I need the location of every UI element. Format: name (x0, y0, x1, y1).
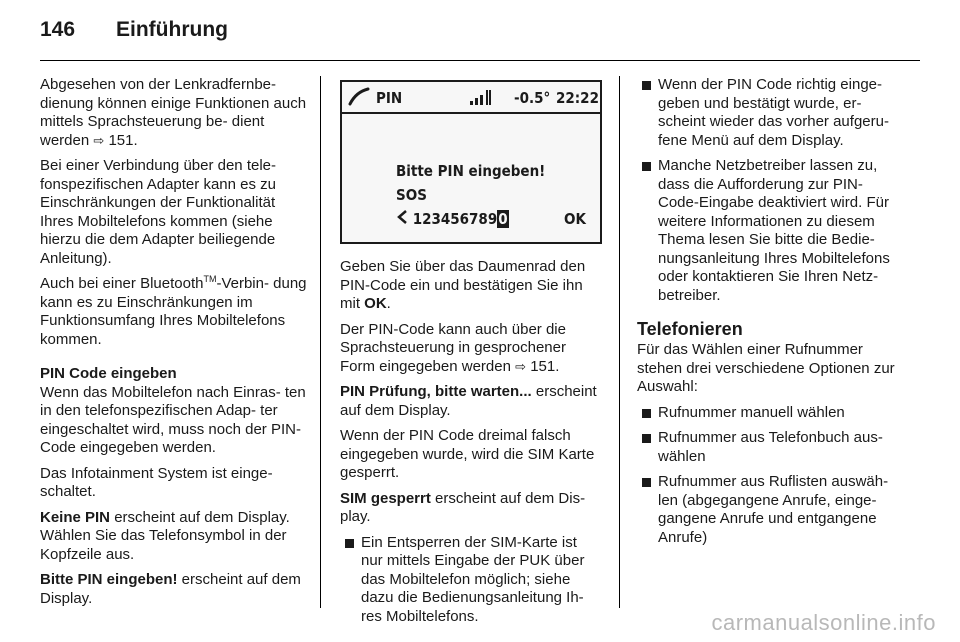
list-item: Ein Entsperren der SIM-Karte ist nur mittels Eingabe der PUK über das Mobiltelefon möglich; siehe dazu die Bedienungsanleitung Ih- res Mobiltelefons. (340, 534, 602, 627)
trademark-mark: TM (203, 274, 217, 284)
column-divider (619, 76, 620, 608)
bullet-square-icon (642, 434, 651, 443)
page-reference-arrow-icon: ⇨ (515, 358, 527, 374)
bullet-square-icon (345, 539, 354, 548)
bullet-square-icon (642, 162, 651, 171)
display-cursor-digit: 0 (498, 210, 508, 228)
page-reference-arrow-icon: ⇨ (93, 132, 105, 148)
display-title: PIN (376, 89, 403, 107)
page-title: Einführung (116, 18, 228, 41)
column-2 (340, 76, 602, 633)
display-pin-entry (396, 210, 509, 229)
options-list (637, 404, 905, 548)
phone-display-illustration (340, 80, 602, 244)
page-number: 146 (40, 18, 76, 41)
bullet-list (637, 76, 905, 305)
column-3 (637, 76, 905, 554)
header-rule (40, 60, 920, 61)
display-time: 22:22 (556, 89, 599, 107)
paragraph: Wenn der PIN Code dreimal falsch eingegeben wurde, wird die SIM Karte gesperrt. (340, 427, 595, 481)
subheading-pin-code: PIN Code eingeben (40, 365, 177, 382)
paragraph: Für das Wählen einer Rufnummer stehen drei verschiedene Optionen zur Auswahl: (637, 341, 895, 395)
paragraph: PIN Code eingeben Wenn das Mobiltelefon nach Einras- ten in den telefonspezifischen Adap- ter eingeschaltet wird, muss noch der PIN-Code eingegeben werden. (40, 365, 308, 458)
page-reference[interactable]: 151. (530, 357, 560, 375)
display-status-bar (342, 82, 600, 114)
bullet-square-icon (642, 81, 651, 90)
page-reference[interactable]: 151. (108, 131, 138, 149)
paragraph: Abgesehen von der Lenkradfernbe- dienung können einige Funktionen auch mittels Sprachsteuerung be- dient werden ⇨ 151. (40, 76, 307, 149)
list-item: Rufnummer aus Ruflisten auswäh- len (abgegangene Anrufe, einge- gangene Anrufe und entgangene Anrufe) (637, 473, 905, 547)
paragraph: Geben Sie über das Daumenrad den PIN-Code ein und bestätigen Sie ihn mit OK. (340, 258, 586, 312)
list-item: Rufnummer aus Telefonbuch aus- wählen (637, 429, 905, 466)
display-sos-option: SOS (396, 186, 427, 204)
list-item: Wenn der PIN Code richtig einge- geben und bestätigt wurde, er- scheint wieder das vorher aufgeru- fene Menü auf dem Display. (637, 76, 905, 150)
column-1 (40, 76, 308, 615)
paragraph: Bitte PIN eingeben! erscheint auf dem Display. (40, 571, 301, 607)
bullet-list (340, 534, 602, 627)
section-heading-telefonieren: Telefonieren (637, 319, 743, 339)
watermark: carmanualsonline.info (711, 610, 936, 635)
paragraph: Auch bei einer Bluetooth™-Verbin- dung kann es zu Einschränkungen im Funktionsumfang Ihres Mobiltelefons kommen. (40, 274, 307, 348)
paragraph: Der PIN-Code kann auch über die Sprachsteuerung in gesprochener Form eingegeben werden ⇨ 151. (340, 320, 566, 375)
phone-handset-icon (348, 87, 370, 107)
paragraph: PIN Prüfung, bitte warten... erscheint auf dem Display. (340, 383, 597, 419)
list-item: Rufnummer manuell wählen (637, 404, 905, 423)
paragraph: Keine PIN erscheint auf dem Display. Wählen Sie das Telefonsymbol in der Kopfzeile aus. (40, 508, 290, 563)
bullet-square-icon (642, 478, 651, 487)
display-ok-option: OK (564, 210, 586, 228)
display-prompt: Bitte PIN eingeben! (396, 162, 546, 180)
paragraph: Das Infotainment System ist einge- schaltet. (40, 464, 273, 500)
paragraph: SIM gesperrt erscheint auf dem Dis- play. (340, 489, 586, 525)
bullet-square-icon (642, 409, 651, 418)
signal-strength-icon (470, 89, 492, 105)
list-item: Manche Netzbetreiber lassen zu, dass die Aufforderung zur PIN- Code-Eingabe deaktiviert wird. Für weitere Informationen zu diesem Thema lesen Sie bitte die Bedie- nungsanleitung Ihres Mobiltelefons oder kontaktieren Sie Ihren Netz- betreiber. (637, 157, 905, 305)
display-pin-digits: 123456789 (412, 210, 498, 228)
backspace-icon (396, 210, 408, 224)
paragraph: Bei einer Verbindung über den tele- fonspezifischen Adapter kann es zu Einschränkungen der Funktionalität Ihres Mobiltelefons kommen (siehe hierzu die dem Adapter beiliegende Anleitung). (40, 157, 277, 267)
display-temperature: -0.5° (514, 89, 551, 107)
column-divider (320, 76, 321, 608)
page-header (40, 18, 920, 62)
